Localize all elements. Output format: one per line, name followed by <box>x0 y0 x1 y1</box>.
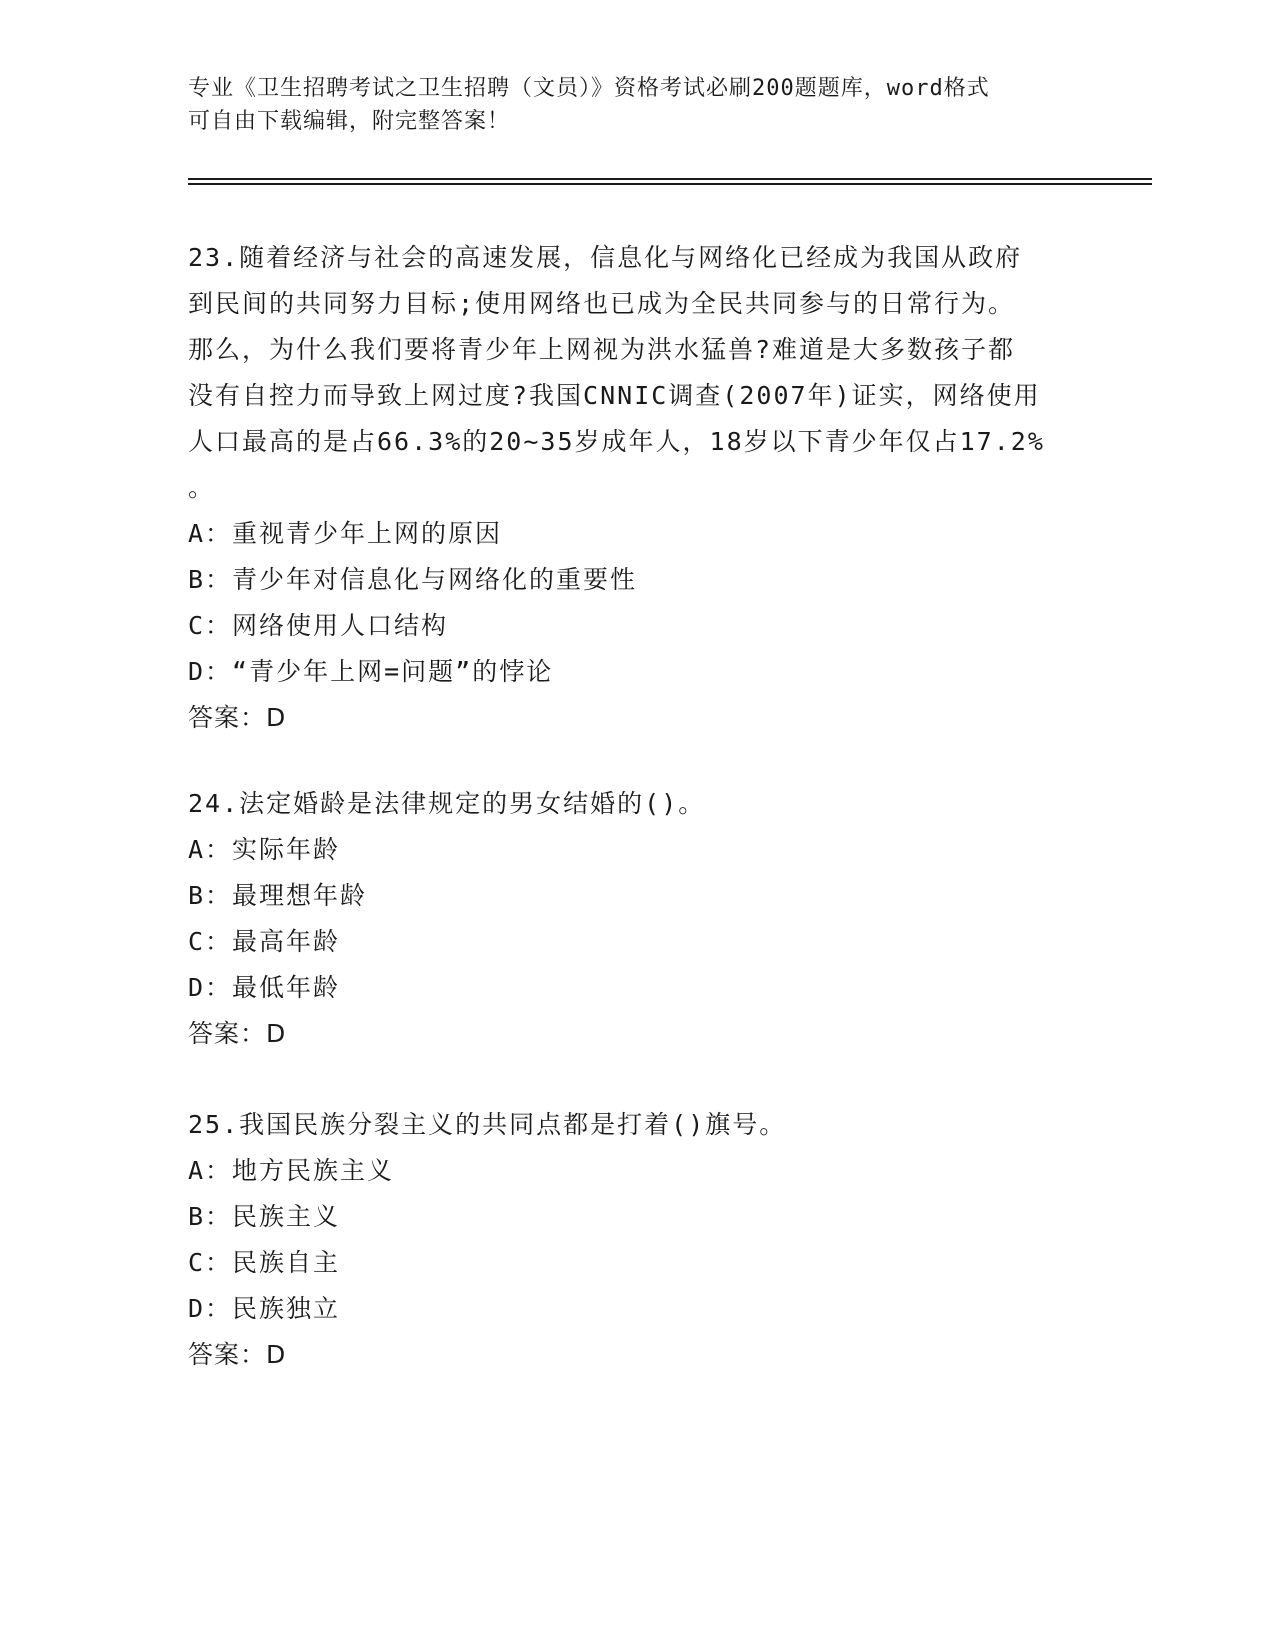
question-stem-line: 到民间的共同努力目标;使用网络也已成为全民共同参与的日常行为。 <box>188 289 1016 318</box>
option-a: A：重视青少年上网的原因 <box>188 519 503 548</box>
question-24 <box>188 781 1088 1057</box>
option-d: D：“青少年上网=问题”的悖论 <box>188 657 554 686</box>
option-c: C：网络使用人口结构 <box>188 611 449 640</box>
answer-line: 答案：D <box>188 1019 287 1048</box>
answer-line: 答案：D <box>188 1340 287 1369</box>
question-stem-line: 25.我国民族分裂主义的共同点都是打着()旗号。 <box>188 1110 787 1139</box>
option-c: C：民族自主 <box>188 1248 341 1277</box>
answer-line: 答案：D <box>188 703 287 732</box>
question-stem-line: 24.法定婚龄是法律规定的男女结婚的()。 <box>188 789 706 818</box>
header-rule-bottom <box>188 183 1152 185</box>
option-d: D：最低年龄 <box>188 973 341 1002</box>
question-23 <box>188 235 1088 741</box>
option-b: B：青少年对信息化与网络化的重要性 <box>188 565 638 594</box>
document-header <box>188 72 1088 138</box>
option-d: D：民族独立 <box>188 1294 341 1323</box>
question-stem-line: 。 <box>188 473 216 502</box>
option-a: A：地方民族主义 <box>188 1156 395 1185</box>
header-line-1: 专业《卫生招聘考试之卫生招聘（文员）》资格考试必刷200题题库，word格式 <box>188 76 990 101</box>
question-stem-line: 没有自控力而导致上网过度?我国CNNIC调查(2007年)证实，网络使用 <box>188 381 1041 410</box>
option-b: B：民族主义 <box>188 1202 341 1231</box>
option-b: B：最理想年龄 <box>188 881 368 910</box>
option-c: C：最高年龄 <box>188 927 341 956</box>
header-rule-top <box>188 178 1152 180</box>
header-line-2: 可自由下载编辑，附完整答案！ <box>188 109 511 134</box>
question-25 <box>188 1102 1088 1378</box>
question-stem-line: 那么，为什么我们要将青少年上网视为洪水猛兽?难道是大多数孩子都 <box>188 335 1016 364</box>
question-stem-line: 人口最高的是占66.3%的20~35岁成年人，18岁以下青少年仅占17.2% <box>188 427 1045 456</box>
option-a: A：实际年龄 <box>188 835 341 864</box>
question-stem-line: 23.随着经济与社会的高速发展，信息化与网络化已经成为我国从政府 <box>188 243 1023 272</box>
